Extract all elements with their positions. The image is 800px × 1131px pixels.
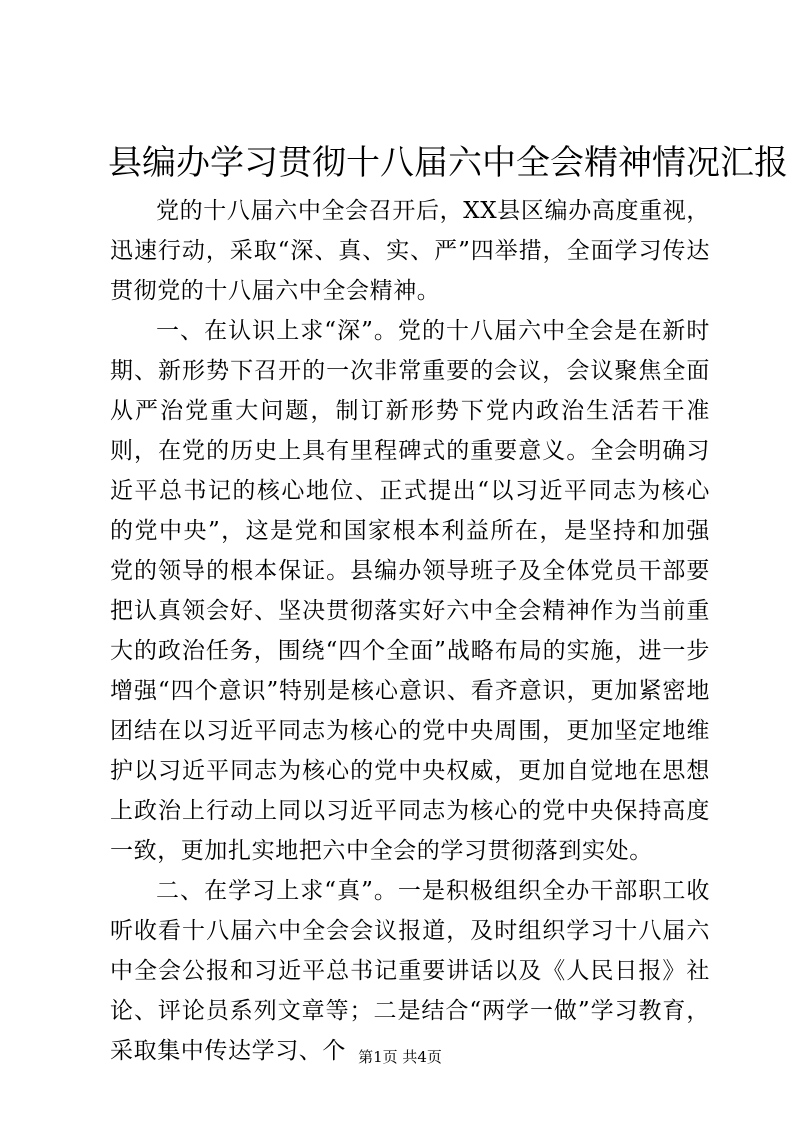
page-number-indicator: 第1页 共4页	[358, 1048, 442, 1066]
document-title: 县编办学习贯彻十八届六中全会精神情况汇报	[108, 143, 788, 183]
document-body	[110, 191, 710, 1071]
page-footer	[0, 1047, 800, 1067]
paragraph-intro: 党的十八届六中全会召开后，XX县区编办高度重视，迅速行动，采取“深、真、实、严”四举措，全面学习传达贯彻党的十八届六中全会精神。	[110, 198, 710, 304]
paragraph-section-one: 一、在认识上求“深”。党的十八届六中全会是在新时期、新形势下召开的一次非常重要的会议，会议聚焦全面从严治党重大问题，制订新形势下党内政治生活若干准则，在党的历史上具有里程碑式的重要意义。全会明确习近平总书记的核心地位、正式提出“以习近平同志为核心的党中央”，这是党和国家根本利益所在，是坚持和加强党的领导的根本保证。县编办领导班子及全体党员干部要把认真领会好、坚决贯彻落实好六中全会精神作为当前重大的政治任务，围绕“四个全面”战略布局的实施，进一步增强“四个意识”特别是核心意识、看齐意识，更加紧密地团结在以习近平同志为核心的党中央周围，更加坚定地维护以习近平同志为核心的党中央权威，更加自觉地在思想上政治上行动上同以习近平同志为核心的党中央保持高度一致，更加扎实地把六中全会的学习贯彻落到实处。	[110, 318, 710, 864]
paragraph-section-two: 二、在学习上求“真”。一是积极组织全办干部职工收听收看十八届六中全会会议报道，及时组织学习十八届六中全会公报和习近平总书记重要讲话以及《人民日报》社论、评论员系列文章等；二是结合“两学一做”学习教育，采取集中传达学习、个	[110, 878, 710, 1064]
